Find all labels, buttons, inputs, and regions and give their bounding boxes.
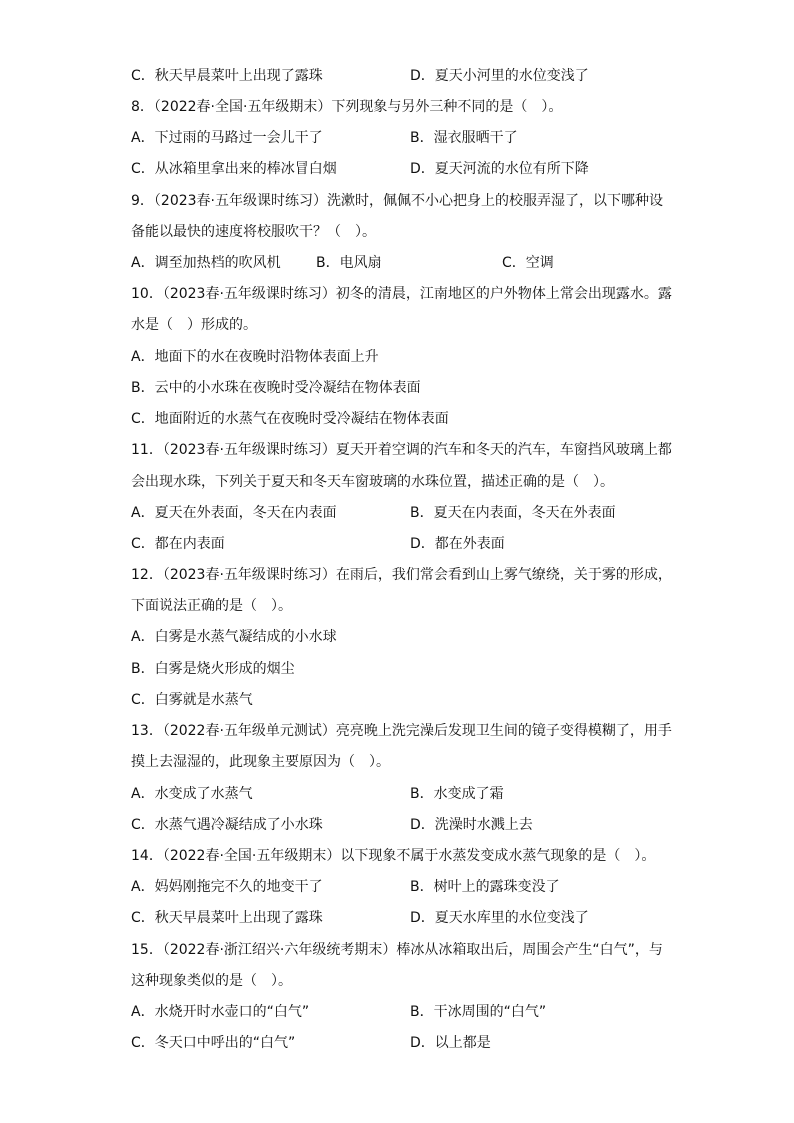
question-15: 15．（2022春·浙江绍兴·六年级统考期末）棒冰从冰箱取出后，周围会产生“白气”，与 — [131, 942, 663, 958]
question-10: 10．（2023春·五年级课时练习）初冬的清晨，江南地区的户外物体上常会出现露水。露 — [131, 286, 672, 302]
option-b: B．水变成了霜 — [410, 786, 504, 802]
option-c: C．水蒸气遇冷凝结成了小水珠 — [131, 817, 323, 833]
option-c: C．地面附近的水蒸气在夜晚时受冷凝结在物体表面 — [131, 411, 449, 427]
question-9: 9．（2023春·五年级课时练习）洗漱时，佩佩不小心把身上的校服弄湿了，以下哪种设 — [131, 193, 663, 209]
option-a: A．地面下的水在夜晚时沿物体表面上升 — [131, 349, 379, 365]
option-c: C．空调 — [502, 255, 554, 271]
option-b: B．湿衣服晒干了 — [410, 130, 518, 146]
option-d: D．都在外表面 — [410, 536, 505, 552]
option-a: A．水变成了水蒸气 — [131, 786, 253, 802]
option-d: D．夏天水库里的水位变浅了 — [410, 910, 589, 926]
question-11: 11．（2023春·五年级课时练习）夏天开着空调的汽车和冬天的汽车，车窗挡风玻璃上都 — [131, 442, 672, 458]
option-d: D．以上都是 — [410, 1035, 491, 1051]
option-c: C．冬天口中呼出的“白气” — [131, 1035, 296, 1051]
option-b: B．云中的小水珠在夜晚时受冷凝结在物体表面 — [131, 380, 421, 396]
question-13-cont: 摸上去湿湿的，此现象主要原因为（ ）。 — [131, 754, 390, 770]
question-11-cont: 会出现水珠，下列关于夏天和冬天车窗玻璃的水珠位置，描述正确的是（ ）。 — [131, 474, 614, 490]
question-13: 13．（2022春·五年级单元测试）亮亮晚上洗完澡后发现卫生间的镜子变得模糊了，用手 — [131, 723, 672, 739]
option-c: C．秋天早晨菜叶上出现了露珠 — [131, 910, 323, 926]
option-c: C．秋天早晨菜叶上出现了露珠 — [131, 68, 323, 84]
question-10-cont: 水是（ ）形成的。 — [131, 317, 257, 333]
option-b: B．树叶上的露珠变没了 — [410, 879, 560, 895]
option-a: A．水烧开时水壶口的“白气” — [131, 1004, 310, 1020]
option-d: D．洗澡时水溅上去 — [410, 817, 533, 833]
option-a: A．妈妈刚拖完不久的地变干了 — [131, 879, 323, 895]
option-b: B．干冰周围的“白气” — [410, 1004, 547, 1020]
question-9-cont: 备能以最快的速度将校服吹干？（ ）。 — [131, 224, 376, 240]
option-b: B．白雾是烧火形成的烟尘 — [131, 661, 295, 677]
option-b: B．夏天在内表面，冬天在外表面 — [410, 505, 616, 521]
question-12: 12．（2023春·五年级课时练习）在雨后，我们常会看到山上雾气缭绕，关于雾的形成， — [131, 567, 672, 583]
option-b: B．电风扇 — [316, 255, 382, 271]
option-d: D．夏天河流的水位有所下降 — [410, 161, 589, 177]
option-a: A．下过雨的马路过一会儿干了 — [131, 130, 323, 146]
option-c: C．从冰箱里拿出来的棒冰冒白烟 — [131, 161, 337, 177]
option-d: D．夏天小河里的水位变浅了 — [410, 68, 589, 84]
question-15-cont: 这种现象类似的是（ ）。 — [131, 973, 292, 989]
option-c: C．都在内表面 — [131, 536, 225, 552]
option-c: C．白雾就是水蒸气 — [131, 692, 253, 708]
question-12-cont: 下面说法正确的是（ ）。 — [131, 598, 292, 614]
question-14: 14．（2022春·全国·五年级期末）以下现象不属于水蒸发变成水蒸气现象的是（ ）。 — [131, 848, 656, 864]
question-8: 8．（2022春·全国·五年级期末）下列现象与另外三种不同的是（ ）。 — [131, 99, 563, 115]
option-a: A．夏天在外表面，冬天在内表面 — [131, 505, 337, 521]
option-a: A．调至加热档的吹风机 — [131, 255, 281, 271]
option-a: A．白雾是水蒸气凝结成的小水球 — [131, 629, 337, 645]
